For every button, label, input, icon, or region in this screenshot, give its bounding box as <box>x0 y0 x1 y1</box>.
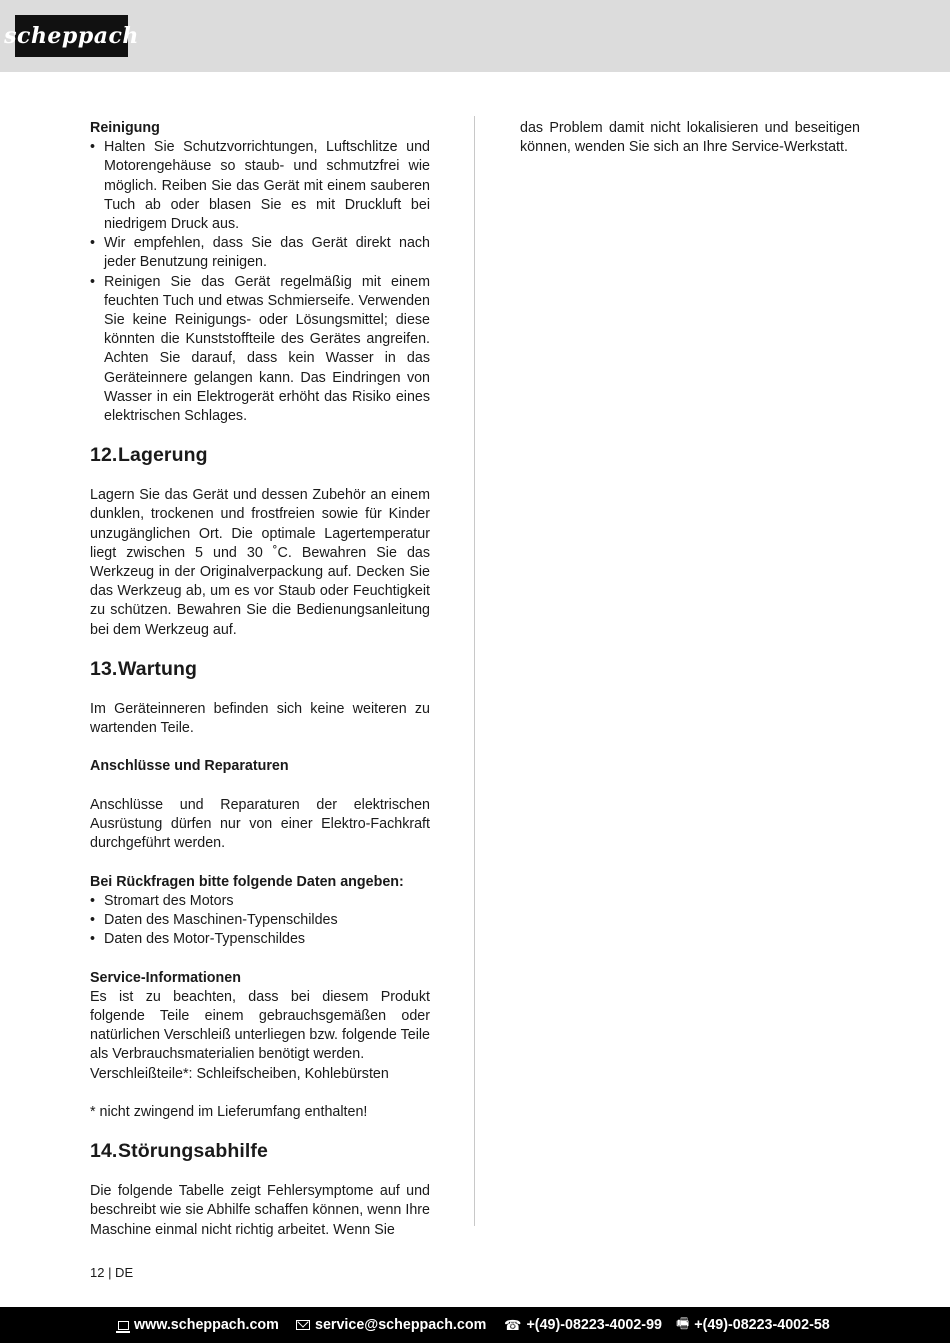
column-divider <box>474 116 475 1226</box>
footer-fax <box>676 1307 830 1343</box>
footnote: * nicht zwingend im Lieferumfang enthalten! <box>90 1104 368 1121</box>
reinigung-heading: Reinigung <box>90 120 160 136</box>
list-item: • Halten Sie Schutzvorrichtungen, Luftschlitze und Motorengehäuse so staub- und schmutzfrei wie möglich. Reiben Sie das Gerät mit einem sauberen Tuch ab oder blasen Sie es mit Druckluft bei niedrigem Druck aus. <box>90 138 430 234</box>
service-heading: Service-Informationen <box>90 969 241 986</box>
section-title-text: Lagerung <box>118 444 208 467</box>
list-item: • Stromart des Motors <box>90 892 430 911</box>
rueckfragen-list <box>90 892 430 950</box>
section-number: 14. <box>90 1140 118 1163</box>
section-number: 12. <box>90 444 118 467</box>
phone-icon: ☎ <box>504 1316 522 1333</box>
rueckfragen-heading: Bei Rückfragen bitte folgende Daten angeben: <box>90 873 404 890</box>
website-link[interactable]: www.scheppach.com <box>134 1317 279 1333</box>
list-item: • Daten des Maschinen-Typenschildes <box>90 911 430 930</box>
section-title-wartung <box>90 657 430 681</box>
right-column <box>520 119 860 157</box>
computer-icon <box>118 1321 129 1330</box>
section-title-lagerung <box>90 443 430 467</box>
service-text: Es ist zu beachten, dass bei diesem Produkt folgende Teile einem gebrauchsgemäßen oder natürlichen Verschleiß unterliegen bzw. folgende Teile als Verbrauchsmaterialien benötigt werden. <box>90 988 430 1063</box>
page-number: 12 | DE <box>90 1265 134 1280</box>
scheppach-logo: scheppach <box>15 15 128 57</box>
mail-icon <box>296 1320 310 1330</box>
footer-email[interactable] <box>296 1307 486 1343</box>
list-item: • Wir empfehlen, dass Sie das Gerät direkt nach jeder Benutzung reinigen. <box>90 234 430 272</box>
fax-icon: 🖷 <box>676 1315 690 1331</box>
reinigung-list <box>90 138 430 426</box>
anschluesse-text: Anschlüsse und Reparaturen der elektrischen Ausrüstung dürfen nur von einer Elektro-Fachkraft durchgeführt werden. <box>90 796 430 852</box>
stoerungsabhilfe-text: Die folgende Tabelle zeigt Fehlersymptome auf und beschreibt wie sie Abhilfe schaffen können, wenn Ihre Maschine einmal nicht richtig arbeitet. Wenn Sie <box>90 1183 430 1238</box>
section-title-text: Störungsabhilfe <box>118 1140 268 1163</box>
phone-number: +(49)-08223-4002-99 <box>526 1317 662 1333</box>
anschluesse-heading: Anschlüsse und Reparaturen <box>90 758 289 775</box>
section-number: 13. <box>90 657 118 680</box>
email-link[interactable]: service@scheppach.com <box>315 1317 487 1333</box>
left-column <box>90 119 430 1240</box>
verschleiss-text: Verschleißteile*: Schleifscheiben, Kohlebürsten <box>90 1065 389 1082</box>
list-item: • Reinigen Sie das Gerät regelmäßig mit einem feuchten Tuch und etwas Schmierseife. Verwenden Sie keine Reinigungs- oder Lösungsmittel; diese könnten die Kunststoffteile des Gerätes angreifen. Achten Sie darauf, dass kein Wasser in das Geräteinnere gelangen kann. Das Eindringen von Wasser in ein Elektrogerät erhöht das Risiko eines elektrischen Schlages. <box>90 273 430 427</box>
fax-number: +(49)-08223-4002-58 <box>694 1317 830 1333</box>
footer-phone <box>504 1307 662 1343</box>
lagerung-text: Lagern Sie das Gerät und dessen Zubehör an einem dunklen, trockenen und frostfreien sowie für Kinder unzugänglichen Ort. Die optimale Lagertemperatur liegt zwischen 5 und 30 ˚C. Bewahren Sie das Werkzeug in der Originalverpackung auf. Decken Sie das Werkzeug ab, um es vor Staub oder Feuchtigkeit zu schützen. Bewahren Sie die Bedienungsanleitung bei dem Werkzeug auf. <box>90 487 430 638</box>
wartung-text: Im Geräteinneren befinden sich keine weiteren zu wartenden Teile. <box>90 700 430 737</box>
footer-bar <box>0 1307 950 1343</box>
footer-website[interactable] <box>118 1307 279 1343</box>
right-column-text: das Problem damit nicht lokalisieren und beseitigen können, wenden Sie sich an Ihre Service-Werkstatt. <box>520 120 860 156</box>
section-title-text: Wartung <box>118 657 198 680</box>
header-bar <box>0 0 950 72</box>
section-title-stoerungsabhilfe <box>90 1139 430 1163</box>
list-item: • Daten des Motor-Typenschildes <box>90 930 430 949</box>
